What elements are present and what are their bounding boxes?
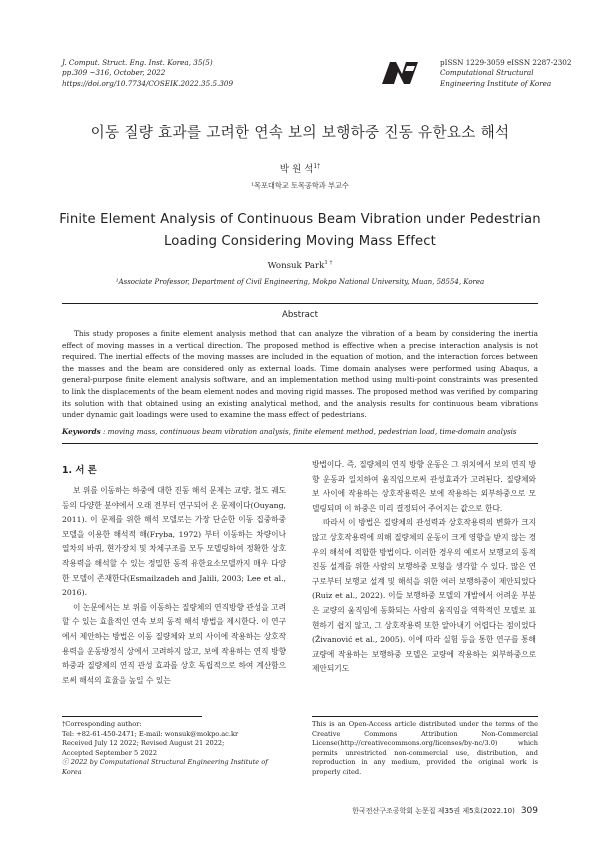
doi-link[interactable]: https://doi.org/10.7734/COSEIK.2022.35.5.309 [62,78,234,88]
abstract-heading: Abstract [281,310,319,320]
journal-citation [62,58,233,89]
journal-logo-icon [380,60,420,86]
author-mark: 1 † [324,260,333,266]
corresponding-author-note [62,720,288,778]
korean-affiliation: ¹목포대학교 토목공학과 부교수 [251,181,349,190]
issn-line: pISSN 1229-3059 eISSN 2287-2302 [440,58,572,67]
author-name: 박 원 석 [279,164,314,175]
body-paragraph: 방법이다. 즉, 질량체의 연직 방향 운동은 그 위치에서 보의 연직 방향 운동과 일치하여 움직임으로써 관성효과가 고려된다. 질량체와 보 사이에 작용하는 상호작용력은 보에 작용하는 외부하중으로 모델링되며 이 하중은 미리 결정되어 주어지는 값으로 한다. [312,460,536,513]
keywords [62,427,538,436]
english-title-line: Loading Considering Moving Mass Effect [164,234,436,249]
abstract-top-rule [62,303,538,304]
footnote-line: Received July 12 2022; Revised August 21 2022; [62,739,225,748]
publisher-line: Engineering Institute of Korea [440,78,552,88]
body-paragraph: 이 논문에서는 보 위를 이동하는 질량체의 연직방향 관성을 고려할 수 있는 효율적인 연속 보의 동적 해석 방법을 제시한다. 이 연구에서 제안하는 방법은 이동 질량체와 보의 사이에 작용하는 상호작용력을 운동방정식 상에서 고려하지 않고, 보에 작용하는 연직 방향 하중과 질량체의 연직 관성 효과를 상호 독립적으로 하여 계산함으로써 해석의 효율을 높일 수 있는 [62,602,286,685]
english-author [0,260,600,271]
footnote-rule [62,716,202,717]
citation-line: J. Comput. Struct. Eng. Inst. Korea, 35(5) [62,58,213,67]
page-number: 309 [520,806,538,816]
right-column [312,458,536,677]
journal-issn-block [440,58,571,89]
body-paragraph: 보 위를 이동하는 하중에 대한 진동 해석 문제는 교량, 철도 궤도 등의 다양한 분야에서 오래 전부터 연구되어 온 문제이다(Ouyang, 2011). 이 문제를 위한 해석 모델로는 가장 단순한 이동 집중하중 모델을 이용한 해석적 해(Fryba, 1972) 부터 이동하는 차량이나 열차의 바퀴, 현가장치 및 차체구조를 모두 모델링하여 정확한 상호 작용력을 해석할 수 있는 정밀한 동적 유한요소모델까지 매우 다양한 모델이 존재한다(Esmailzadeh and Jalili, 2003; Lee et al., 2016). [62,486,286,598]
footnote-line: Accepted September 5 2022 [62,748,158,757]
footnote-line: †Corresponding author: [62,720,142,728]
license-note: This is an Open-Access article distributed under the terms of the Creative Commons Attribution Non-Commercial License(http://creativecommons.org/licenses/by-nc/3.0) which permits unrestricted non-commercial use, distribution, and reproduction in any medium, provided the original work is properly cited. [312,720,538,776]
publisher-line: Computational Structural [440,68,534,78]
english-title [0,209,600,253]
journal-name-footer: 한국전산구조공학회 논문집 제35권 제5호(2022.10) [352,807,515,815]
english-title-line: Finite Element Analysis of Continuous Beam Vibration under Pedestrian [59,212,541,227]
page-footer [330,806,538,816]
abstract-text: This study proposes a finite element analysis method that can analyze the vibration of a beam by considering the inertia effect of moving masses in a vertical direction. The proposed method is effective when a precise interaction analysis is not required. The inertial effects of the moving masses are included in the equation of motion, and the interaction forces between the masses and the beam are considered only as external loads. Time domain analyses were performed using Abaqus, a general-purpose finite element analysis software, and an implementation method using multi-point constraints was presented to link the displacements of the beam element nodes and moving rigid masses. The proposed method was verified by comparing its solution with that obtained using an existing analytical method, and the analysis results for continuous beam vibrations under dynamic gait loadings were used to examine the mass effect of pedestrians. [62,329,538,420]
footnote-rule [312,716,538,717]
keywords-list: : moving mass, continuous beam vibration analysis, finite element method, pedestrian load, time-domain analysis [100,427,517,436]
abstract-bottom-rule [62,443,538,444]
body-paragraph: 따라서 이 방법은 질량체의 관성력과 상호작용력의 변화가 크지 않고 상호작용력에 의해 질량체의 운동이 크게 영향을 받지 않는 경우의 해석에 적합한 방법이다. 이러한 경우의 예로서 보행교의 동적 진동 설계를 위한 사람의 보행하중 모형을 생각할 수 있다. 많은 연구로부터 보행교 설계 및 해석을 위한 여러 보행하중이 제안되었다(Ruiz et al., 2022). 이들 보행하중 모델의 개발에서 어려운 부분은 교량의 움직임에 동화되는 사람의 움직임을 역학적인 모델로 표현하기 쉽지 않고, 그 상호작용력 또한 알아내기 어렵다는 점이었다(Živanović et al., 2005). 이에 따라 실험 등을 통한 연구를 통해 교량에 작용하는 보행하중 모델은 교량에 작용하는 외부하중으로 제안되기도 [312,518,536,674]
keywords-label: Keywords [62,427,101,436]
english-affiliation: ¹Associate Professor, Department of Civil Engineering, Mokpo National University, Muan, 58554, Korea [115,278,485,286]
author-mark: 1† [313,162,321,170]
author-name: Wonsuk Park [267,260,325,271]
citation-line: pp.309 ~316, October, 2022 [62,68,166,78]
korean-title: 이동 질량 효과를 고려한 연속 보의 보행하중 진동 유한요소 해석 [90,124,510,141]
korean-author [0,161,600,175]
section-heading: 1. 서 론 [62,465,97,476]
footnote-line: Tel: +82-61-450-2471; E-mail: wonsuk@mokpo.ac.kr [62,729,239,738]
left-column [62,484,286,688]
copyright-line: ⓒ 2022 by Computational Structural Engineering Institute of Korea [62,758,268,776]
